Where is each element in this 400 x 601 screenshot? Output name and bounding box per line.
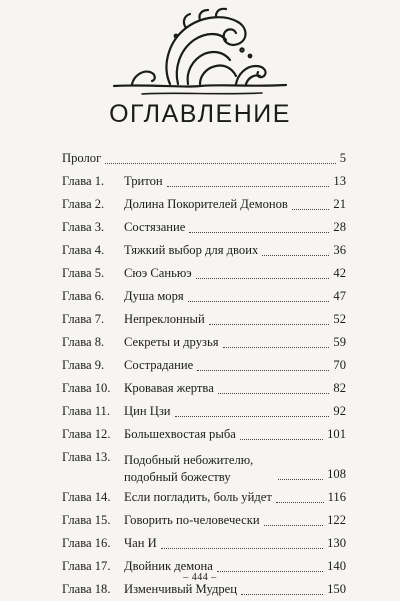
toc-entry-title: Большехвостая рыба xyxy=(124,427,236,441)
toc-chapter-label: Глава 8. xyxy=(62,335,105,349)
toc-leader-dots xyxy=(189,231,329,233)
toc-chapter-label: Глава 10. xyxy=(62,381,111,395)
toc-entry-page: 116 xyxy=(327,490,346,504)
toc-chapter-label: Глава 5. xyxy=(62,266,105,280)
toc-entry xyxy=(62,193,346,216)
toc-entry-title: Чан И xyxy=(124,536,157,550)
toc-entry-page: 21 xyxy=(333,197,346,211)
toc-entry-title: Цин Цзи xyxy=(124,404,171,418)
toc-entry-page: 52 xyxy=(333,312,346,326)
toc-entry xyxy=(62,400,346,423)
toc-entry-body xyxy=(124,193,346,216)
toc-entry xyxy=(62,239,346,262)
toc-chapter-label: Глава 11. xyxy=(62,404,111,418)
toc-chapter-label: Глава 17. xyxy=(62,559,111,573)
toc-chapter-label: Глава 4. xyxy=(62,243,105,257)
toc-leader-dots xyxy=(264,524,323,526)
toc-entry-body xyxy=(62,147,346,170)
toc-entry-title: Сострадание xyxy=(124,358,194,372)
toc-entry xyxy=(62,285,346,308)
toc-chapter-label: Глава 12. xyxy=(62,427,111,441)
toc-entry-body xyxy=(124,423,346,446)
toc-entry xyxy=(62,446,346,486)
toc-entry-title: Изменчивый Мудрец xyxy=(124,582,237,596)
toc-leader-dots xyxy=(197,369,329,371)
toc-entry-body xyxy=(124,308,346,331)
toc-entry-page: 101 xyxy=(327,427,346,441)
toc-entry-body xyxy=(124,509,346,532)
toc-leader-dots xyxy=(276,501,324,503)
toc-chapter-label: Глава 7. xyxy=(62,312,105,326)
toc-chapter-label: Глава 1. xyxy=(62,174,105,188)
toc-entry-page: 150 xyxy=(327,582,346,596)
toc-entry-body xyxy=(124,400,346,423)
toc-entry-body xyxy=(124,285,346,308)
toc-entry-title: Непреклонный xyxy=(124,312,205,326)
toc-leader-dots xyxy=(240,438,323,440)
toc-entry-page: 13 xyxy=(333,174,346,188)
toc-entry-body xyxy=(124,331,346,354)
toc-entry xyxy=(62,532,346,555)
toc-entry-title: Секреты и друзья xyxy=(124,335,219,349)
toc-entry-page: 122 xyxy=(327,513,346,527)
toc-entry-title: Тритон xyxy=(124,174,163,188)
toc-entry-body xyxy=(124,262,346,285)
toc-leader-dots xyxy=(161,547,323,549)
toc-chapter-label: Глава 16. xyxy=(62,536,111,550)
toc-entry-page: 59 xyxy=(333,335,346,349)
toc-entry-title: Кровавая жертва xyxy=(124,381,214,395)
toc-entry-title: Если погладить, боль уйдет xyxy=(124,490,272,504)
toc-leader-dots xyxy=(278,478,323,480)
toc-entry xyxy=(62,486,346,509)
toc-entry-page: 42 xyxy=(333,266,346,280)
toc-entry xyxy=(62,216,346,239)
toc-chapter-label: Глава 18. xyxy=(62,582,111,596)
toc-chapter-label: Глава 15. xyxy=(62,513,111,527)
table-of-contents xyxy=(62,147,346,601)
toc-entry xyxy=(62,170,346,193)
toc-entry xyxy=(62,377,346,400)
toc-entry-page: 70 xyxy=(333,358,346,372)
toc-entry-body xyxy=(124,170,346,193)
toc-leader-dots xyxy=(223,346,330,348)
toc-chapter-label: Глава 9. xyxy=(62,358,105,372)
toc-leader-dots xyxy=(218,392,330,394)
toc-entry-title: Сюэ Саньюэ xyxy=(124,266,192,280)
toc-entry xyxy=(62,262,346,285)
toc-entry-page: 108 xyxy=(327,467,346,481)
toc-entry xyxy=(62,331,346,354)
toc-entry-page: 47 xyxy=(333,289,346,303)
toc-chapter-label: Глава 6. xyxy=(62,289,105,303)
toc-chapter-label: Глава 3. xyxy=(62,220,105,234)
toc-entry-page: 130 xyxy=(327,536,346,550)
toc-leader-dots xyxy=(188,300,330,302)
toc-entry-body xyxy=(124,486,346,509)
toc-entry-title: Состязание xyxy=(124,220,186,234)
toc-chapter-label: Глава 13. xyxy=(62,450,111,464)
toc-entry-page: 92 xyxy=(333,404,346,418)
toc-entry-page: 28 xyxy=(333,220,346,234)
toc-entry-body xyxy=(124,532,346,555)
toc-leader-dots xyxy=(241,593,323,595)
toc-entry xyxy=(62,147,346,170)
toc-entry-title: Тяжкий выбор для двоих xyxy=(124,243,259,257)
toc-chapter-label: Глава 2. xyxy=(62,197,105,211)
toc-entry xyxy=(62,308,346,331)
toc-entry-title: Долина Покорителей Демонов xyxy=(124,197,288,211)
toc-entry-title: Подобный небожителю, подобный божеству xyxy=(124,453,254,484)
toc-entry-title: Душа моря xyxy=(124,289,184,303)
toc-entry-body xyxy=(124,354,346,377)
toc-chapter-label: Глава 14. xyxy=(62,490,111,504)
toc-entry-page: 82 xyxy=(333,381,346,395)
toc-entry xyxy=(62,354,346,377)
toc-entry-body xyxy=(124,377,346,400)
toc-leader-dots xyxy=(175,415,330,417)
toc-entry-body xyxy=(124,239,346,262)
toc-entry-page: 5 xyxy=(339,151,346,165)
toc-leader-dots xyxy=(262,254,329,256)
toc-entry-title: Двойник демона xyxy=(124,559,213,573)
toc-entry xyxy=(62,509,346,532)
toc-entry-title: Пролог xyxy=(62,151,102,165)
toc-entry-page: 140 xyxy=(327,559,346,573)
toc-entry-title: Говорить по-человечески xyxy=(124,513,260,527)
toc-leader-dots xyxy=(167,185,330,187)
toc-entry-body xyxy=(124,216,346,239)
wave-emblem-icon xyxy=(112,6,288,104)
page-number: – 444 – xyxy=(183,572,217,583)
toc-leader-dots xyxy=(292,208,330,210)
toc-entry xyxy=(62,423,346,446)
toc-leader-dots xyxy=(209,323,330,325)
page-title: ОГЛАВЛЕНИЕ xyxy=(109,100,291,128)
toc-entry-page: 36 xyxy=(333,243,346,257)
toc-leader-dots xyxy=(105,162,335,164)
toc-entry-body xyxy=(124,446,346,486)
toc-leader-dots xyxy=(196,277,330,279)
